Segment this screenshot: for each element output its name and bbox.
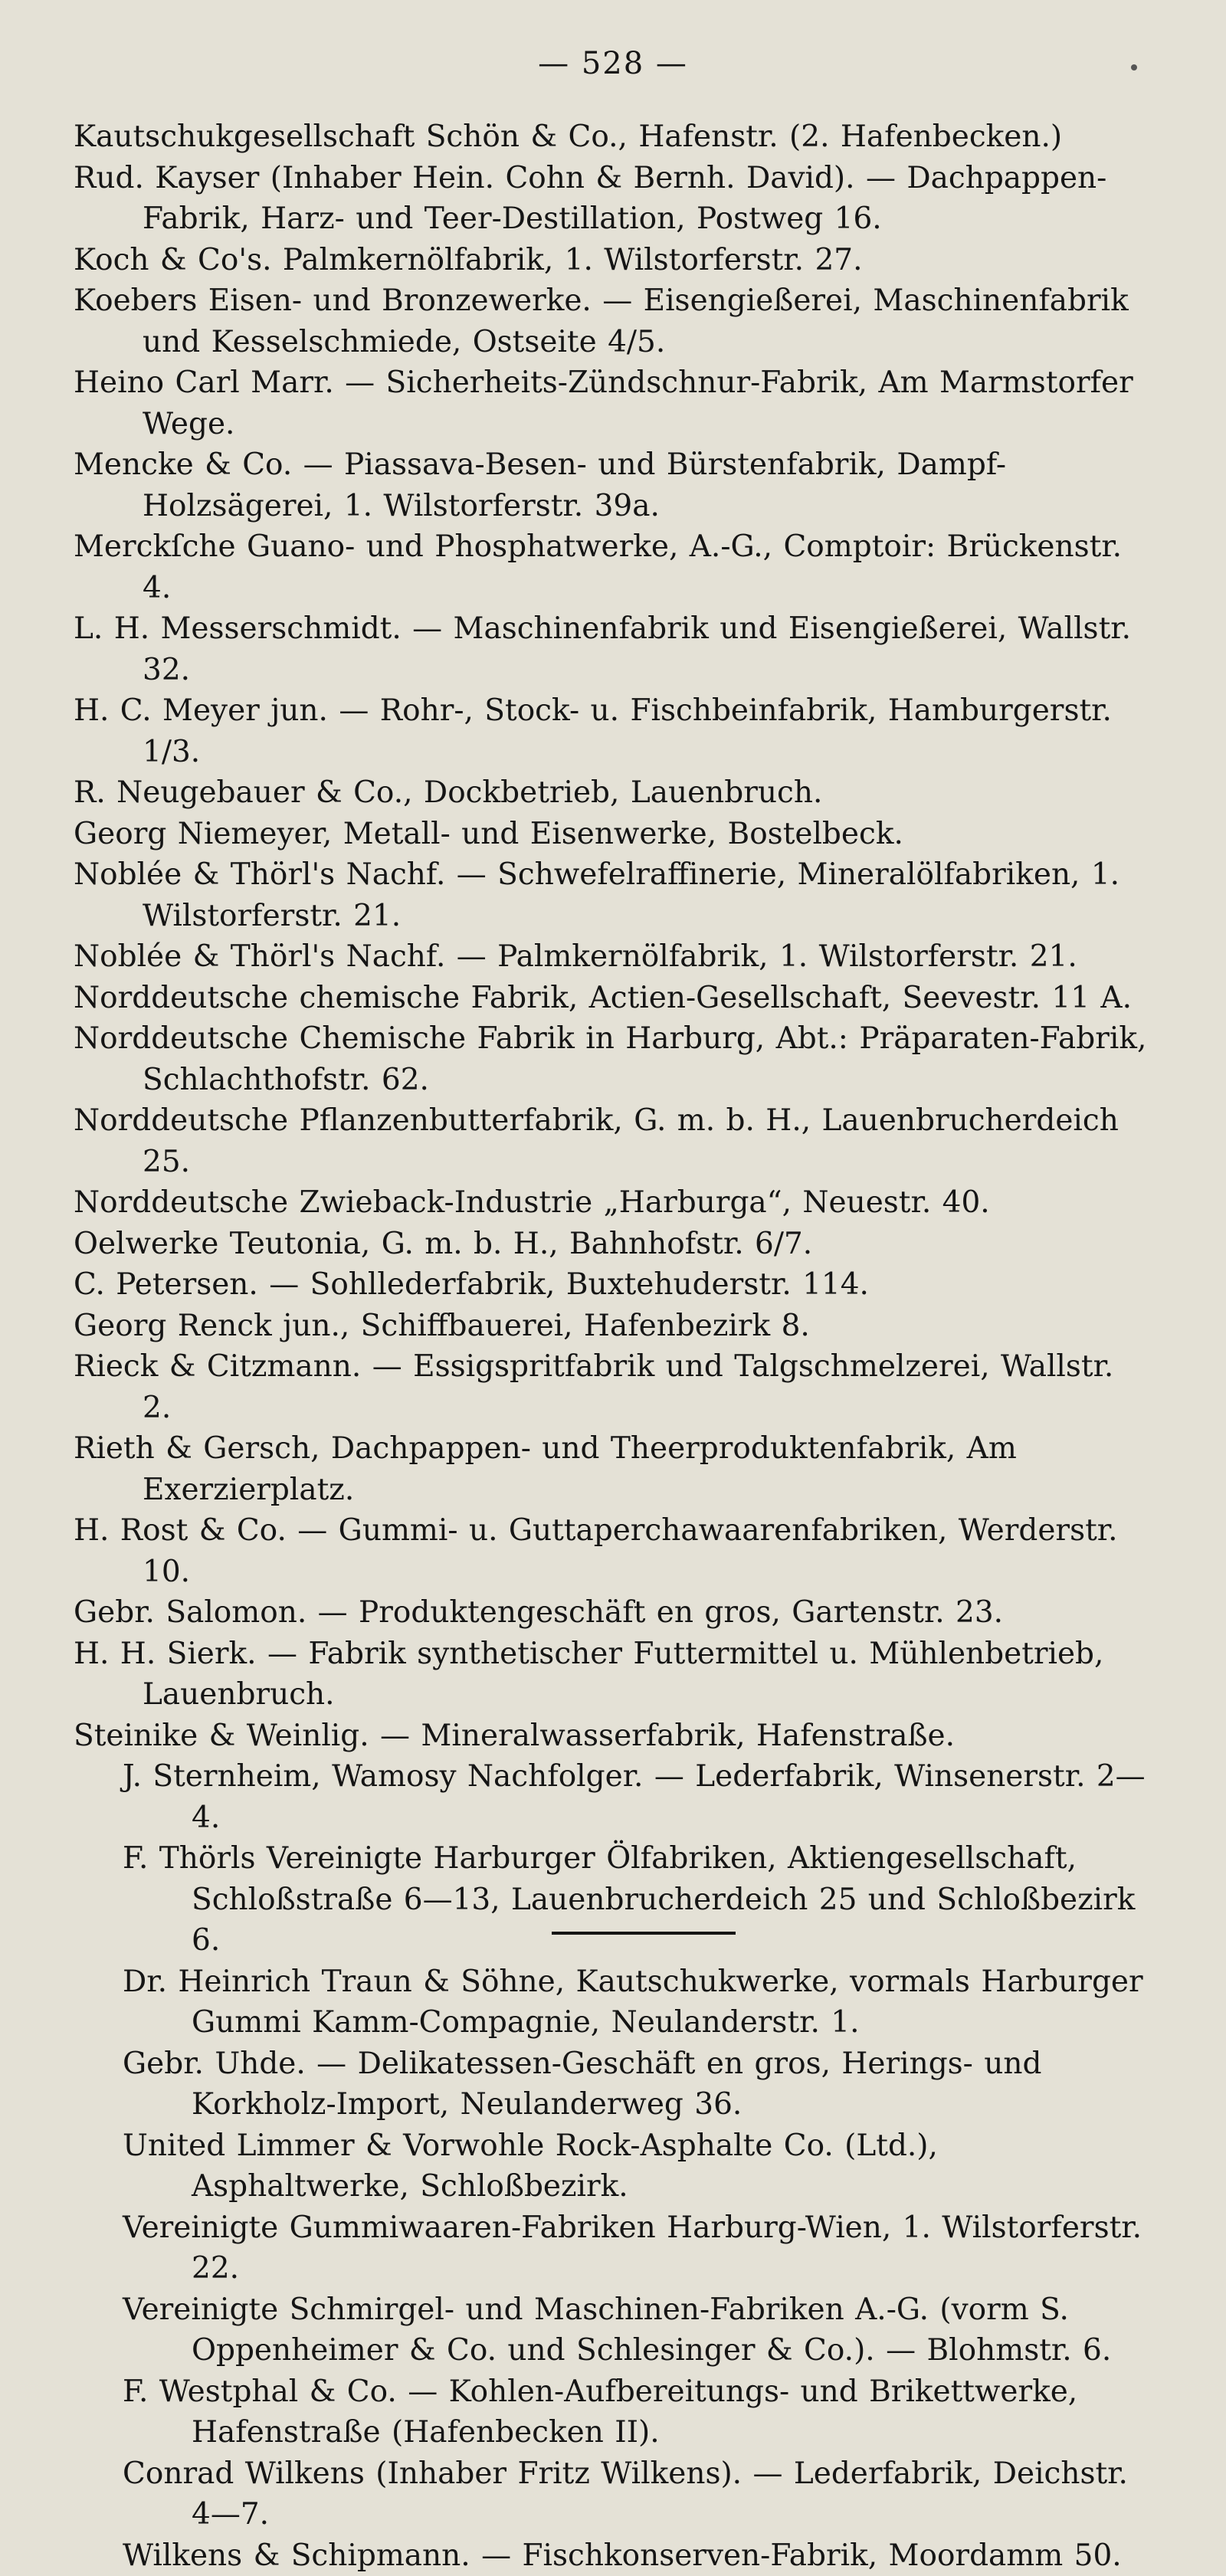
directory-entry: Noblée & Thörl's Nachf. — Palmkernölfabrik, 1. Wilstorferstr. 21. [74,936,1152,978]
page-number: — 528 — [74,46,1152,81]
directory-entry: Vereinigte Schmirgel- und Maschinen-Fabriken A.-G. (vorm S. Oppenheimer & Co. und Schlesinger & Co.). — Blohmstr. 6. [118,2289,1152,2371]
directory-entry: Mencke & Co. — Piassava-Besen- und Bürstenfabrik, Dampf-Holzsägerei, 1. Wilstorferstr. 39a. [74,444,1152,526]
directory-entry: Georg Niemeyer, Metall- und Eisenwerke, Bostelbeck. [74,814,1152,855]
directory-entry: Wilkens & Schipmann. — Fischkonserven-Fabrik, Moordamm 50. [118,2535,1152,2576]
end-rule [552,1932,736,1935]
directory-entry: Gebr. Salomon. — Produktengeschäft en gros, Gartenstr. 23. [74,1592,1152,1634]
directory-entry: Gebr. Uhde. — Delikatessen-Geschäft en gros, Herings- und Korkholz-Import, Neulanderweg 36. [118,2043,1152,2125]
directory-entry: Koch & Co's. Palmkernölfabrik, 1. Wilstorferstr. 27. [74,240,1152,281]
directory-entry: Dr. Heinrich Traun & Söhne, Kautschukwerke, vormals Harburger Gummi Kamm-Compagnie, Neulanderstr. 1. [118,1961,1152,2043]
directory-entry: Norddeutsche Pflanzenbutterfabrik, G. m. b. H., Lauenbrucherdeich 25. [74,1100,1152,1182]
directory-entry: Oelwerke Teutonia, G. m. b. H., Bahnhofstr. 6/7. [74,1224,1152,1265]
directory-entry: Norddeutsche Zwieback-Industrie „Harburga“, Neuestr. 40. [74,1182,1152,1224]
ink-speck [1131,64,1137,70]
directory-entry: H. Rost & Co. — Gummi- u. Guttaperchawaarenfabriken, Werderstr. 10. [74,1510,1152,1592]
directory-entry: Heino Carl Marr. — Sicherheits-Zündschnur-Fabrik, Am Marmstorfer Wege. [74,362,1152,444]
directory-entry: C. Petersen. — Sohllederfabrik, Buxtehuderstr. 114. [74,1264,1152,1306]
directory-entry: Georg Renck jun., Schiffbauerei, Hafenbezirk 8. [74,1306,1152,1347]
directory-entry: Norddeutsche chemische Fabrik, Actien-Gesellschaft, Seevestr. 11 A. [74,978,1152,1019]
directory-entry: United Limmer & Vorwohle Rock-Asphalte Co. (Ltd.), Asphaltwerke, Schloßbezirk. [118,2125,1152,2207]
directory-entry: H. C. Meyer jun. — Rohr-, Stock- u. Fischbeinfabrik, Hamburgerstr. 1/3. [74,690,1152,772]
directory-entry: Koebers Eisen- und Bronzewerke. — Eisengießerei, Maschinenfabrik und Kesselschmiede, Ostseite 4/5. [74,280,1152,362]
directory-entry: Conrad Wilkens (Inhaber Fritz Wilkens). — Lederfabrik, Deichstr. 4—7. [118,2453,1152,2535]
directory-entry: Noblée & Thörl's Nachf. — Schwefelraffinerie, Mineralölfabriken, 1. Wilstorferstr. 21. [74,854,1152,936]
directory-entry: L. H. Messerschmidt. — Maschinenfabrik und Eisengießerei, Wallstr. 32. [74,608,1152,690]
directory-entry: Vereinigte Gummiwaaren-Fabriken Harburg-Wien, 1. Wilstorferstr. 22. [118,2207,1152,2289]
directory-entry: J. Sternheim, Wamosy Nachfolger. — Lederfabrik, Winsenerstr. 2—4. [118,1756,1152,1838]
directory-entry: Rieck & Citzmann. — Essigspritfabrik und Talgschmelzerei, Wallstr. 2. [74,1346,1152,1428]
directory-entry: Norddeutsche Chemische Fabrik in Harburg, Abt.: Präparaten-Fabrik, Schlachthofstr. 62. [74,1018,1152,1100]
directory-entry: Steinike & Weinlig. — Mineralwasserfabrik, Hafenstraße. [74,1716,1152,1757]
directory-entry: Kautschukgesellschaft Schön & Co., Hafenstr. (2. Hafenbecken.) [74,116,1152,158]
directory-entry: R. Neugebauer & Co., Dockbetrieb, Lauenbruch. [74,772,1152,814]
directory-entry: H. H. Sierk. — Fabrik synthetischer Futtermittel u. Mühlenbetrieb, Lauenbruch. [74,1634,1152,1716]
directory-entry: Rud. Kayser (Inhaber Hein. Cohn & Bernh. David). — Dachpappen-Fabrik, Harz- und Teer-Destillation, Postweg 16. [74,158,1152,240]
directory-entry: Merckſche Guano- und Phosphatwerke, A.-G., Comptoir: Brückenstr. 4. [74,526,1152,608]
directory-entry: F. Westphal & Co. — Kohlen-Aufbereitungs- und Brikettwerke, Hafenstraße (Hafenbecken II). [118,2371,1152,2453]
directory-entry: Rieth & Gersch, Dachpappen- und Theerproduktenfabrik, Am Exerzierplatz. [74,1428,1152,1510]
company-directory-list [74,116,1152,2576]
directory-entry: F. Thörls Vereinigte Harburger Ölfabriken, Aktiengesellschaft, Schloßstraße 6—13, Lauenbrucherdeich 25 und Schloßbezirk 6. [118,1838,1152,1961]
